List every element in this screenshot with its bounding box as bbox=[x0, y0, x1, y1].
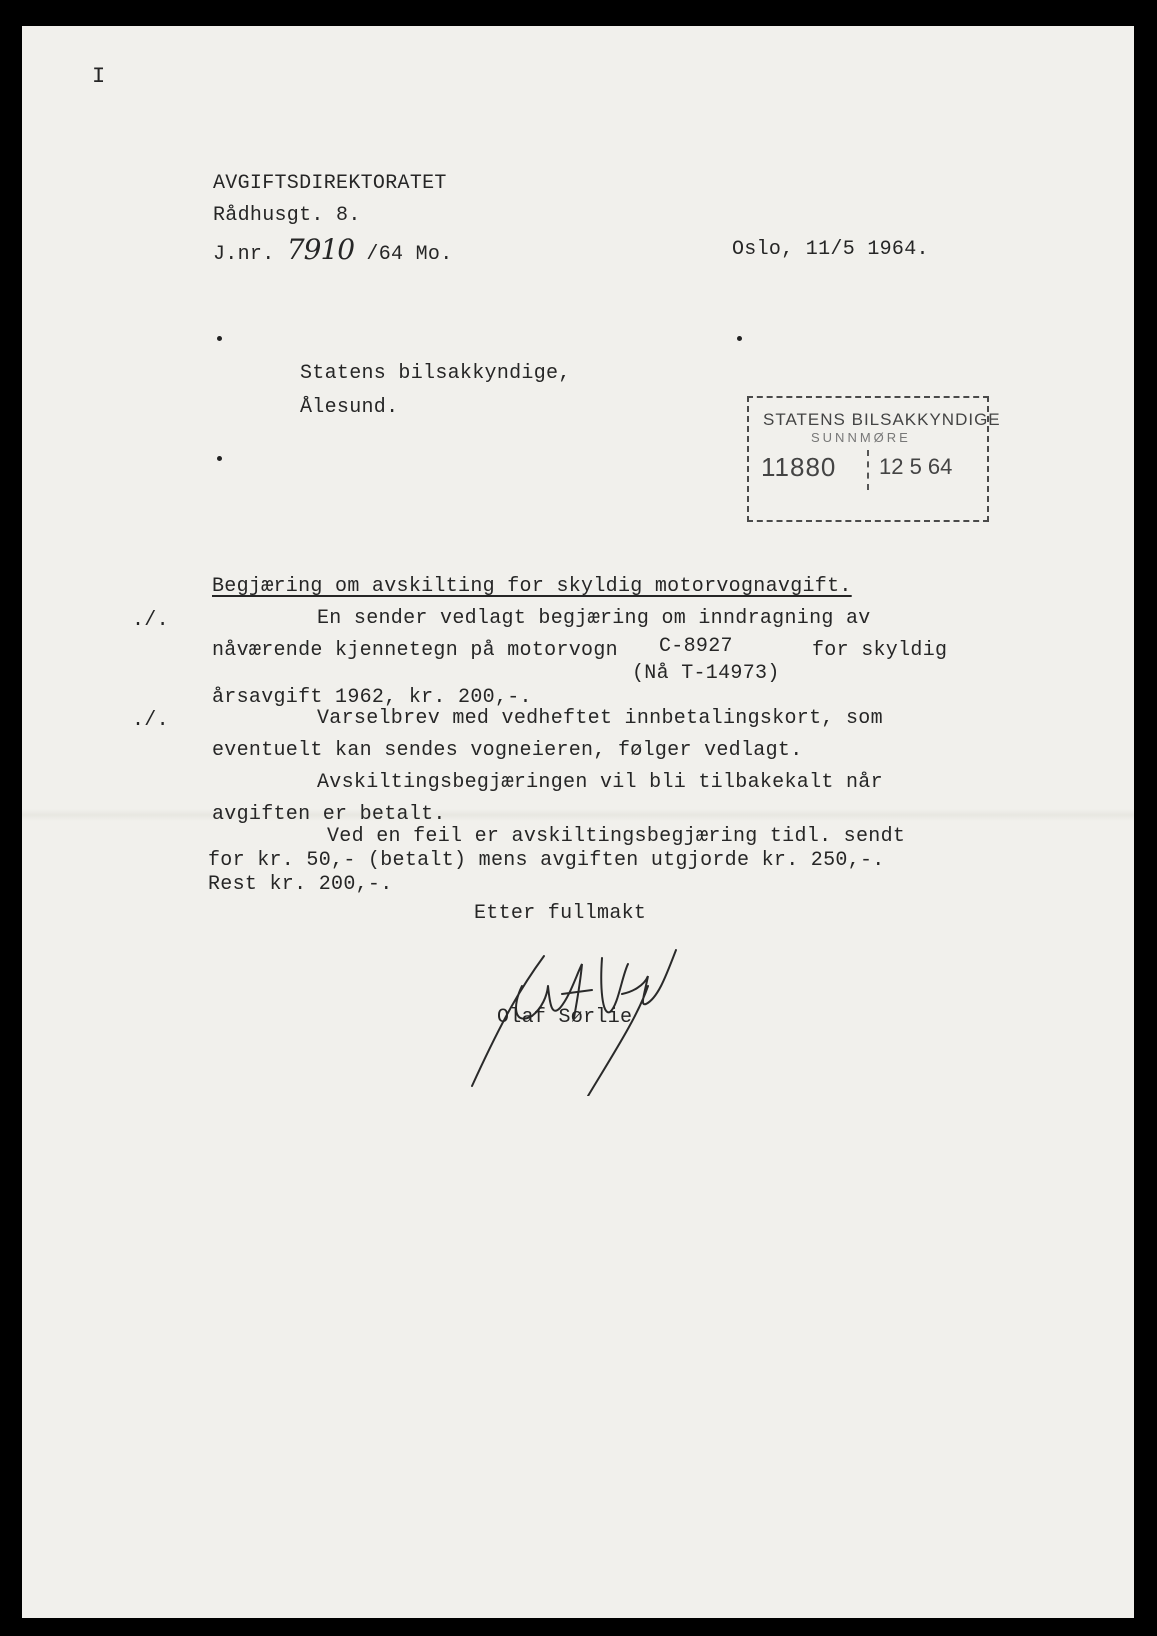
body-p4-line-1: Ved en feil er avskiltingsbegjæring tidl. sendt bbox=[327, 825, 906, 848]
subject-line: Begjæring om avskilting for skyldig motorvognavgift. bbox=[212, 575, 852, 598]
agency-address: Rådhusgt. 8. bbox=[213, 204, 361, 227]
corner-mark: I bbox=[92, 64, 106, 89]
journal-prefix: J.nr. bbox=[213, 243, 275, 266]
stamp-line-2: SUNNMØRE bbox=[811, 430, 911, 445]
received-stamp bbox=[747, 396, 1001, 522]
letter-page bbox=[22, 26, 1134, 1618]
body-p1-line-2b: for skyldig bbox=[812, 639, 948, 662]
body-p4-line-3: Rest kr. 200,-. bbox=[208, 873, 393, 896]
body-p1-line-3: årsavgift 1962, kr. 200,-. bbox=[212, 686, 532, 709]
journal-suffix: /64 Mo. bbox=[366, 243, 453, 266]
stamp-number: 11880 bbox=[761, 452, 837, 482]
stamp-separator bbox=[867, 450, 869, 490]
journal-number-line bbox=[213, 233, 453, 267]
recipient-line-2: Ålesund. bbox=[300, 396, 399, 419]
address-dot bbox=[217, 336, 222, 341]
body-p4-line-2: for kr. 50,- (betalt) mens avgiften utgjorde kr. 250,-. bbox=[208, 849, 885, 872]
body-p2-line-1: Varselbrev med vedheftet innbetalingskort, som bbox=[317, 707, 883, 730]
enclosure-mark: ./. bbox=[132, 709, 169, 732]
enclosure-mark: ./. bbox=[132, 609, 169, 632]
body-p1-line-2a: nåværende kjennetegn på motorvogn bbox=[212, 639, 618, 662]
signer-name: Olaf Sørlie bbox=[497, 1006, 633, 1029]
body-p2-line-2: eventuelt kan sendes vogneieren, følger vedlagt. bbox=[212, 739, 803, 762]
recipient-line-1: Statens bilsakkyndige, bbox=[300, 362, 571, 385]
closing-authority: Etter fullmakt bbox=[474, 902, 647, 925]
vehicle-registration: C-8927 bbox=[659, 635, 733, 658]
agency-name: AVGIFTSDIREKTORATET bbox=[213, 172, 447, 195]
address-dot bbox=[737, 336, 742, 341]
stamp-date: 12 5 64 bbox=[879, 454, 953, 479]
body-p3-line-2: avgiften er betalt. bbox=[212, 803, 446, 826]
paper-fold bbox=[22, 809, 1134, 821]
place-date: Oslo, 11/5 1964. bbox=[732, 238, 929, 261]
journal-number-handwritten: 7910 bbox=[286, 233, 355, 266]
stamp-line-1: STATENS BILSAKKYNDIGE bbox=[763, 410, 1001, 429]
body-p3-line-1: Avskiltingsbegjæringen vil bli tilbakekalt når bbox=[317, 771, 883, 794]
address-dot bbox=[217, 456, 222, 461]
vehicle-registration-current: (Nå T-14973) bbox=[632, 662, 780, 685]
body-p1-line-1: En sender vedlagt begjæring om inndragning av bbox=[317, 607, 871, 630]
